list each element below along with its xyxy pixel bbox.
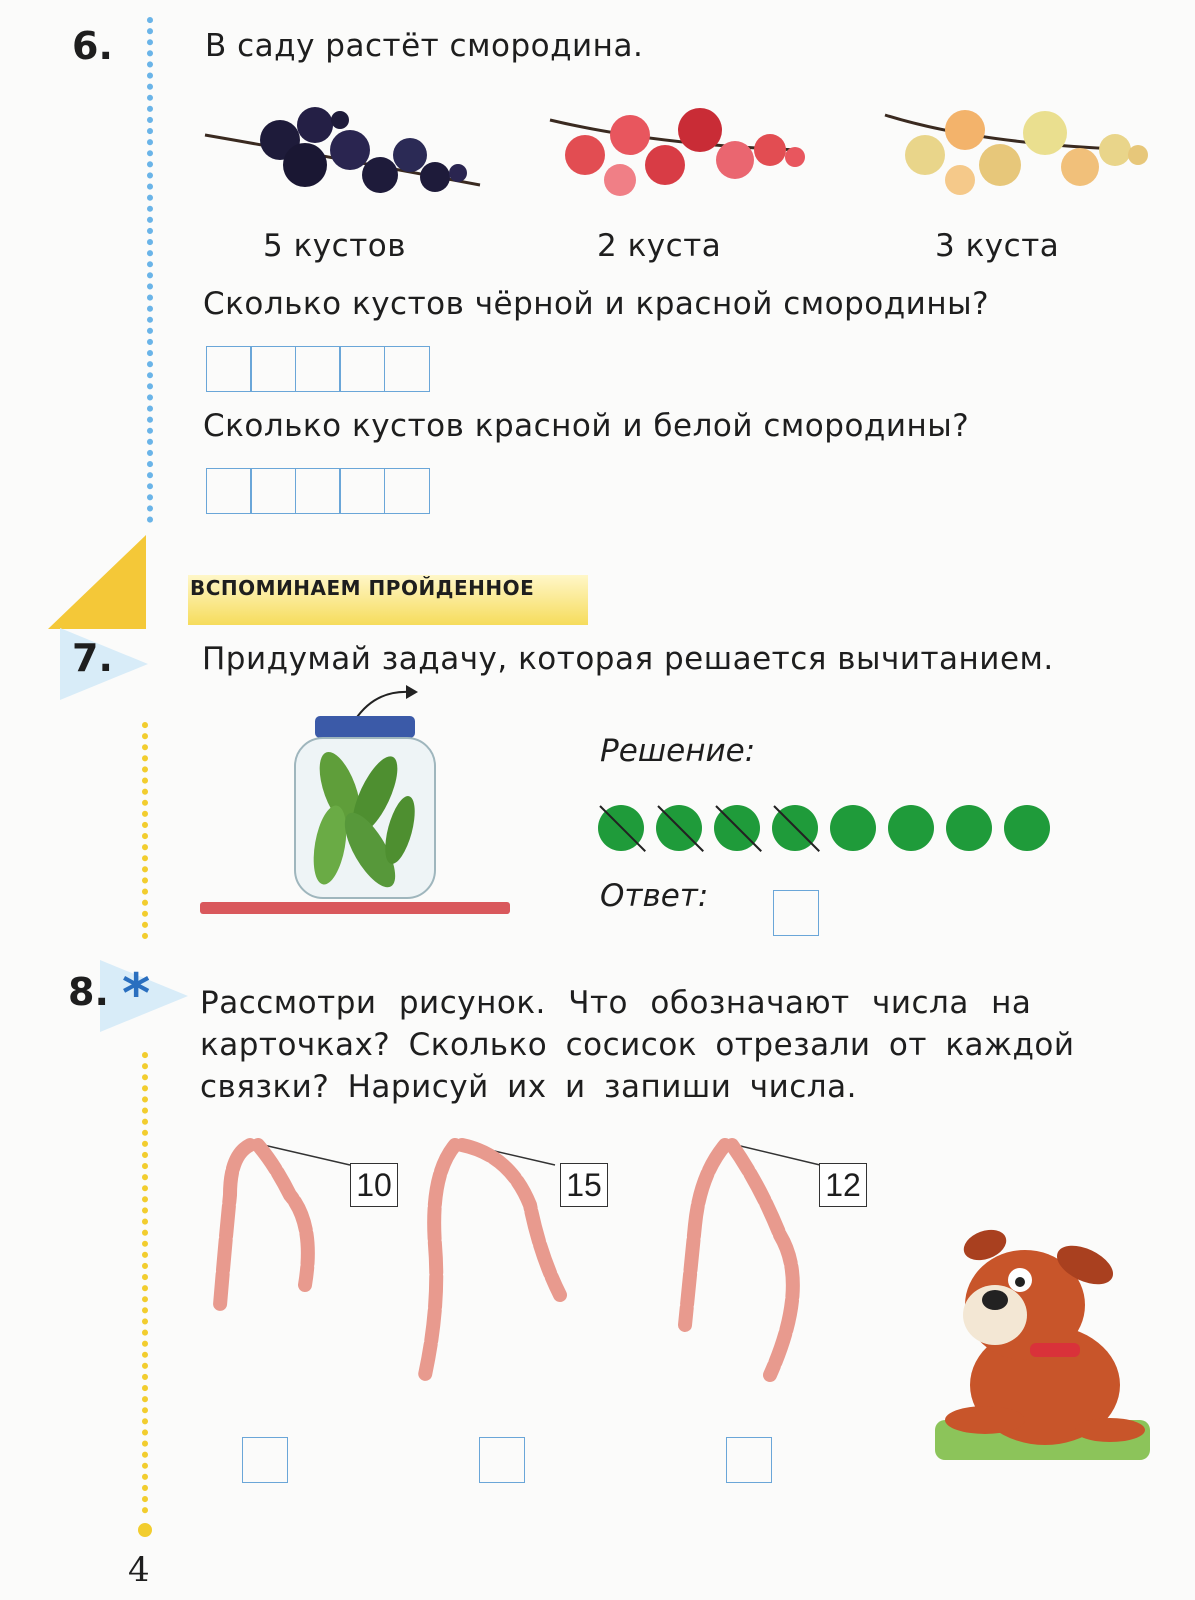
banner-triangle xyxy=(48,535,148,630)
answer-cell[interactable] xyxy=(250,468,296,514)
exercise-6-question-1: Сколько кустов чёрной и красной смородины? xyxy=(203,286,990,322)
page-number: 4 xyxy=(128,1550,150,1590)
number-card-1: 10 xyxy=(350,1163,398,1207)
answer-cell[interactable] xyxy=(250,346,296,392)
exercise-6-intro: В саду растёт смородина. xyxy=(205,28,644,64)
sausage-bunch-3 xyxy=(670,1135,840,1385)
answer-box-8-1[interactable] xyxy=(242,1437,288,1483)
white-currant-image xyxy=(880,95,1160,205)
answer-box-8-3[interactable] xyxy=(726,1437,772,1483)
exercise-8-line-3: связки? Нарисуй их и запиши числа. xyxy=(200,1069,857,1105)
answer-label: Ответ: xyxy=(600,878,709,914)
exercise-7-task: Придумай задачу, которая решается вычитанием. xyxy=(202,641,1054,677)
exercise-6-number: 6. xyxy=(72,24,113,68)
answer-grid-2[interactable] xyxy=(207,468,430,514)
number-card-3: 12 xyxy=(819,1163,867,1207)
answer-cell[interactable] xyxy=(384,346,430,392)
star-icon: * xyxy=(122,962,151,1025)
counter-circle xyxy=(830,805,876,851)
exercise-6-question-2: Сколько кустов красной и белой смородины? xyxy=(203,408,970,444)
answer-cell[interactable] xyxy=(295,468,341,514)
answer-cell[interactable] xyxy=(339,346,385,392)
exercise-7-number: 7. xyxy=(72,636,113,680)
answer-cell[interactable] xyxy=(384,468,430,514)
answer-cell[interactable] xyxy=(206,346,252,392)
answer-cell[interactable] xyxy=(295,346,341,392)
red-currant-image xyxy=(545,95,815,205)
red-currant-label: 2 куста xyxy=(597,228,722,264)
exercise-8-line-2: карточках? Сколько сосисок отрезали от каждой xyxy=(200,1027,1075,1063)
answer-box-8-2[interactable] xyxy=(479,1437,525,1483)
sausage-bunch-1 xyxy=(200,1135,360,1335)
black-currant-image xyxy=(200,95,490,205)
review-heading: ВСПОМИНАЕМ ПРОЙДЕННОЕ xyxy=(190,576,535,600)
exercise-8-line-1: Рассмотри рисунок. Что обозначают числа на xyxy=(200,985,1032,1021)
circles-row xyxy=(598,805,1068,855)
answer-grid-1[interactable] xyxy=(207,346,430,392)
black-currant-label: 5 кустов xyxy=(263,228,406,264)
number-card-2: 15 xyxy=(560,1163,608,1207)
solution-label: Решение: xyxy=(600,733,756,769)
answer-box[interactable] xyxy=(773,890,819,936)
margin-dotted-line xyxy=(135,10,165,1540)
answer-cell[interactable] xyxy=(206,468,252,514)
exercise-8-number: 8. xyxy=(68,970,109,1014)
counter-circle xyxy=(1004,805,1050,851)
sausage-bunch-2 xyxy=(410,1135,580,1385)
pickle-jar-image xyxy=(200,680,520,935)
white-currant-label: 3 куста xyxy=(935,228,1060,264)
counter-circle xyxy=(946,805,992,851)
dog-image xyxy=(925,1225,1155,1465)
answer-cell[interactable] xyxy=(339,468,385,514)
counter-circle xyxy=(888,805,934,851)
